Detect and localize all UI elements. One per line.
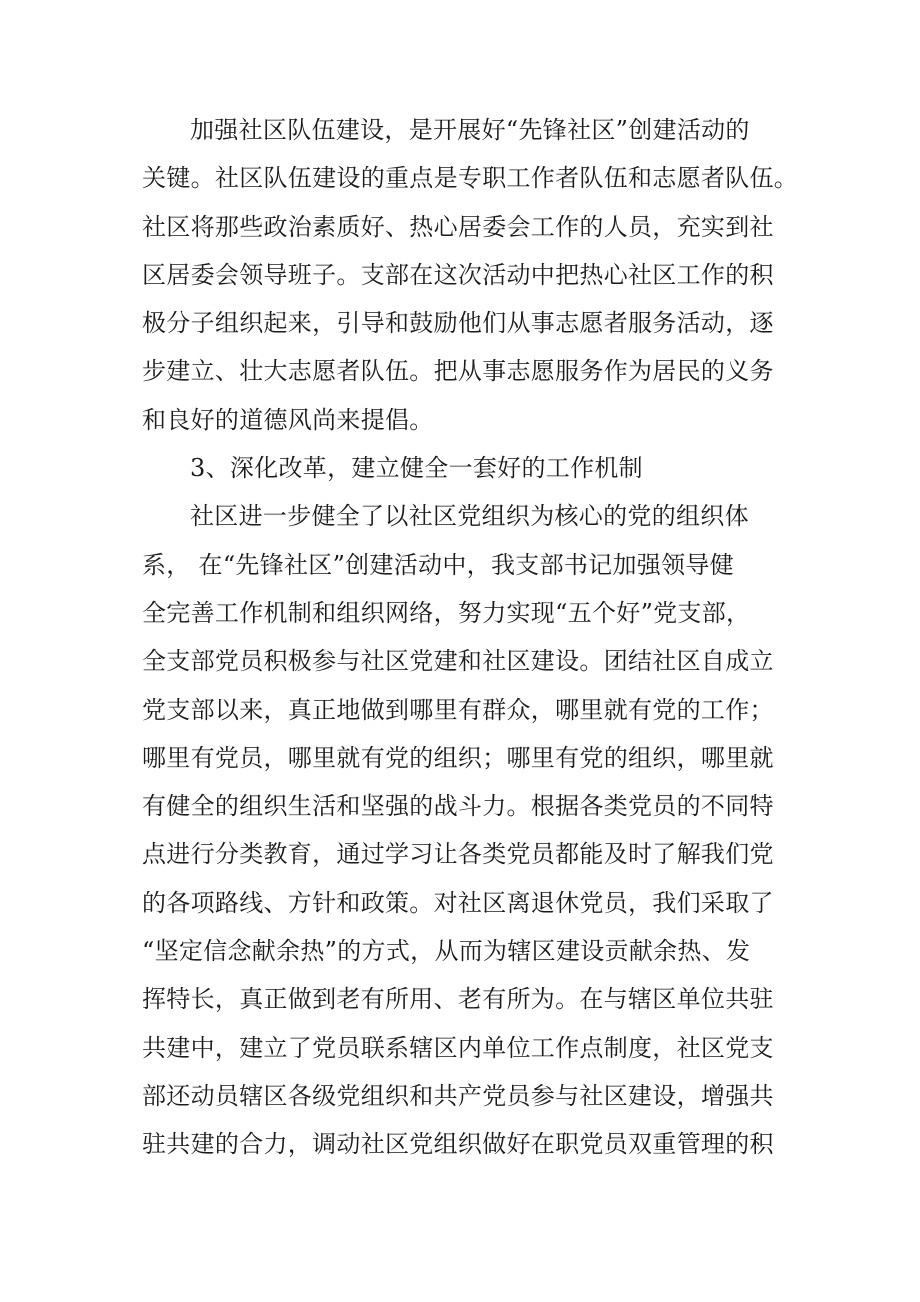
paragraph-line: 全支部党员积极参与社区党建和社区建设。团结社区自成立	[142, 647, 774, 676]
paragraph-line: 的各项路线、方针和政策。对社区离退休党员，我们采取了	[142, 888, 774, 917]
paragraph-line: 系， 在“先锋社区”创建活动中，我支部书记加强领导健	[142, 550, 734, 579]
paragraph-line: 区居委会领导班子。支部在这次活动中把热心社区工作的积	[142, 260, 774, 289]
paragraph-line: 党支部以来，真正地做到哪里有群众，哪里就有党的工作；	[142, 695, 774, 724]
paragraph-line: 共建中，建立了党员联系辖区内单位工作点制度，社区党支	[142, 1033, 774, 1062]
paragraph-line: 驻共建的合力，调动社区党组织做好在职党员双重管理的积	[142, 1130, 774, 1159]
paragraph-line: 有健全的组织生活和坚强的战斗力。根据各类党员的不同特	[142, 792, 774, 821]
paragraph-line: 部还动员辖区各级党组织和共产党员参与社区建设，增强共	[142, 1081, 774, 1110]
paragraph-line: 和良好的道德风尚来提倡。	[142, 405, 434, 434]
paragraph-line: 社区进一步健全了以社区党组织为核心的党的组织体	[190, 502, 749, 531]
body-text	[142, 106, 799, 1169]
paragraph-line: 点进行分类教育，通过学习让各类党员都能及时了解我们党	[142, 840, 774, 869]
paragraph-line: 步建立、壮大志愿者队伍。把从事志愿服务作为居民的义务	[142, 357, 774, 386]
paragraph-line: 极分子组织起来，引导和鼓励他们从事志愿者服务活动，逐	[142, 309, 774, 338]
paragraph-line: 全完善工作机制和组织网络，努力实现“五个好”党支部，	[142, 598, 751, 627]
paragraph-line: 关键。社区队伍建设的重点是专职工作者队伍和志愿者队伍。	[142, 164, 799, 193]
paragraph-line: 挥特长，真正做到老有所用、老有所为。在与辖区单位共驻	[142, 985, 774, 1014]
paragraph-line: 哪里有党员，哪里就有党的组织；哪里有党的组织，哪里就	[142, 743, 774, 772]
section-heading: 3、深化改革，建立健全一套好的工作机制	[190, 454, 643, 483]
paragraph-line: “坚定信念献余热”的方式，从而为辖区建设贡献余热、发	[142, 937, 751, 966]
paragraph-line: 社区将那些政治素质好、热心居委会工作的人员，充实到社	[142, 212, 774, 241]
paragraph-line: 加强社区队伍建设，是开展好“先锋社区”创建活动的	[190, 116, 750, 144]
